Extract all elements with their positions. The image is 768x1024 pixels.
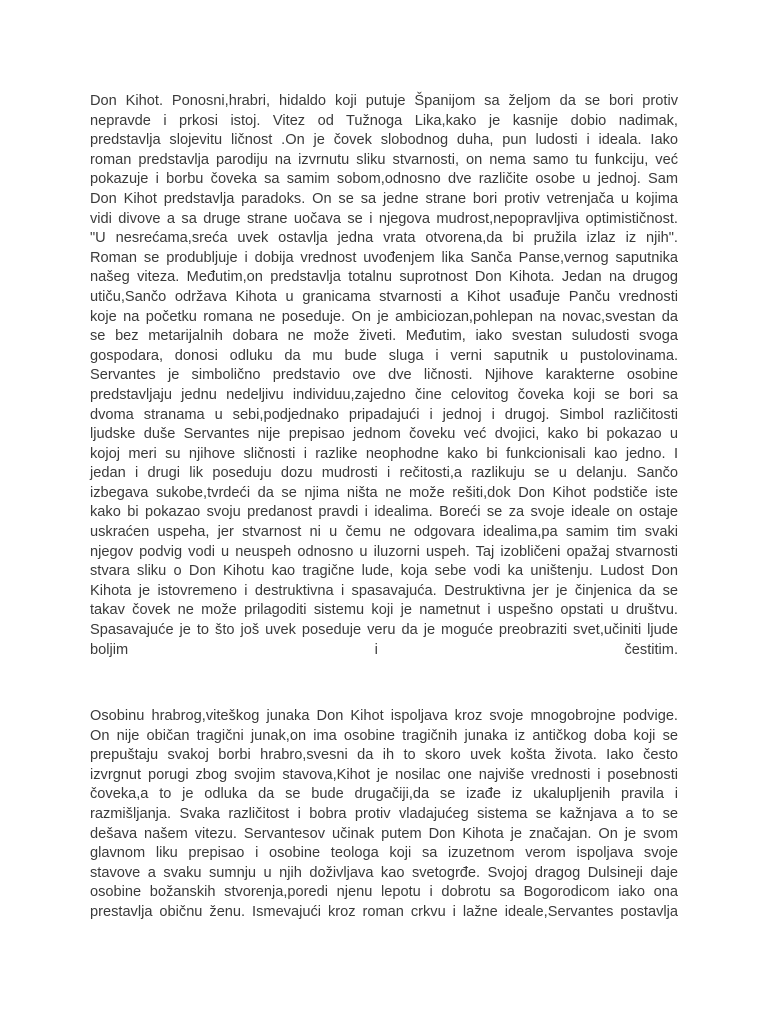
text-line: izbegava sukobe,tvrdeći da se njima ništa ne može rešiti,dok Don Kihot podstiče iste [90, 484, 678, 501]
text-line: se bez metarijalnih dobara ne može živeti. Međutim, iako svestan suludosti svoga [90, 328, 678, 345]
text-line: izvrgnut porugi zbog svojim stavova,Kihot je nosilac one najviše vrednosti i posebnosti [90, 766, 678, 783]
text-line: "U nesrećama,sreća uvek ostavlja jedna vrata otvorena,da bi pružila izlaz iz njih". [90, 230, 678, 247]
text-line: razmišljanja. Svaka različitost i bobra protiv vladajućeg sistema se kažnjava a to se [90, 805, 678, 822]
text-line: dešava našem vitezu. Servantesov učinak putem Don Kihota je značajan. On je svom [90, 825, 678, 842]
text-line: pokazuje i borbu čoveka sa samim sobom,odnosno dve različite osobe u jednoj. Sam [90, 171, 678, 188]
text-line: našeg viteza. Međutim,on predstavlja totalnu suprotnost Don Kihota. Jedan na drugog [90, 269, 678, 286]
text-line: osobine božanskih stvorenja,poredi njenu lepotu i dobrotu sa Bogorodicom iako ona [90, 884, 678, 901]
text-line: Roman se produbljuje i dobija vrednost uvođenjem lika Sanča Panse,vernog saputnika [90, 249, 678, 266]
text-line: Don Kihot. Ponosni,hrabri, hidaldo koji putuje Španijom sa željom da se bori protiv [90, 93, 678, 109]
text-line: gospodara, donosi odluku da mu bude sluga i verni saputnik u pustolovinama. [90, 347, 678, 364]
text-line: nepravde i prkosi istoj. Vitez od Tužnoga Lika,kako je kasnije dobio nadimak, [90, 112, 678, 129]
text-line: ljudske duše Servantes nije prepisao jednom čoveku već dvojici, kako bi pokazao u [90, 426, 678, 443]
text-line: Servantes je simbolično predstavio ove dve ličnosti. Njihove karakterne osobine [90, 367, 678, 384]
text-line: glavnom liku prepisao i osobine teologa koji sa izuzetnom verom ispoljava svoje [90, 845, 678, 862]
text-line: Osobinu hrabrog,viteškog junaka Don Kihot ispoljava kroz svoje mnogobrojne podvige. [90, 708, 678, 724]
text-line: jedan i drugi lik poseduju dozu mudrosti i rečitosti,a razlikuju se u delanju. Sančo [90, 465, 678, 482]
text-line: stvara sliku o Don Kihotu kao tragične lude, koja sebe vodi ka uništenju. Ludost Don [90, 563, 678, 580]
text-line: dvoma stranama u sebi,podjednako pripadajući i jednoj i drugoj. Simbol različitosti [90, 406, 678, 423]
text-line: predstavlja slojevitu ličnost .On je čovek slobodnog duha, pun ludosti i ideala. Iako [90, 132, 678, 149]
text-line: prepuštaju svakoj borbi hrabro,svesni da ih to skoro uvek košta života. Iako često [90, 747, 678, 764]
text-line: njegov podvig vodi u neuspeh odnosno u iluzorni uspeh. Taj izobličeni opažaj stvarnosti [90, 543, 678, 560]
text-line: stavove a svaku sumnju u njih doživljava kao svetogrđe. Svojoj dragog Dulsineji daje [90, 864, 678, 881]
text-line: Kihota je istovremeno i destruktivna i spasavajuća. Destruktivna jer je činjenica da se [90, 582, 678, 599]
text-line: Don Kihot predstavlja paradoks. On se sa jedne strane bori protiv vetrenjača u kojima [90, 190, 678, 207]
text-line: takav čovek ne može prilagoditi sistemu koji je nametnut i uspešno opstati u društvu. [90, 602, 678, 619]
text-line: kojoj meri su njihove sličnosti i razlike neophodne kako bi funkcionisali kao jedno. I [90, 445, 678, 462]
text-line: boljim i čestitim. [90, 641, 678, 658]
paragraph-1 [90, 92, 678, 660]
text-line: uskraćen uspeha, jer stvarnost ni u čemu ne odgovara idealima,pa samim tim svaki [90, 524, 678, 541]
text-line: čoveka,a to je odluka da se bude drugačiji,da se izađe iz ukalupljenih pravila i [90, 786, 678, 803]
text-line: kako bi pokazao svoju predanost pravdi i idealima. Boreći se za svoje ideale on ostaje [90, 504, 678, 521]
text-line: On nije običan tragični junak,on ima osobine tragičnih junaka iz antičkog doba koji se [90, 727, 678, 744]
text-line: Spasavajuće je to što još uvek poseduje veru da je moguće preobraziti svet,učiniti ljude [90, 622, 678, 639]
text-line: prestavlja običnu ženu. Ismevajući kroz roman crkvu i lažne ideale,Servantes postavlja [90, 903, 678, 920]
paragraph-2 [90, 707, 678, 923]
text-line: roman predstavlja parodiju na izvrnutu sliku stvarnosti, on nema samo tu funkciju, već [90, 151, 678, 168]
text-line: utiču,Sančo održava Kihota u granicama stvarnosti a Kihot usađuje Panču vrednosti [90, 288, 678, 305]
text-line: predstavljaju jednu nedeljivu individuu,zajedno čine celovitog čoveka koji se bori sa [90, 386, 678, 403]
text-line: koje na početku romana ne poseduje. On je ambiciozan,pohlepan na novac,svestan da [90, 308, 678, 325]
text-line: vidi divove a sa druge strane uočava se i njegova mudrost,nepopravljiva optimističnost. [90, 210, 678, 227]
